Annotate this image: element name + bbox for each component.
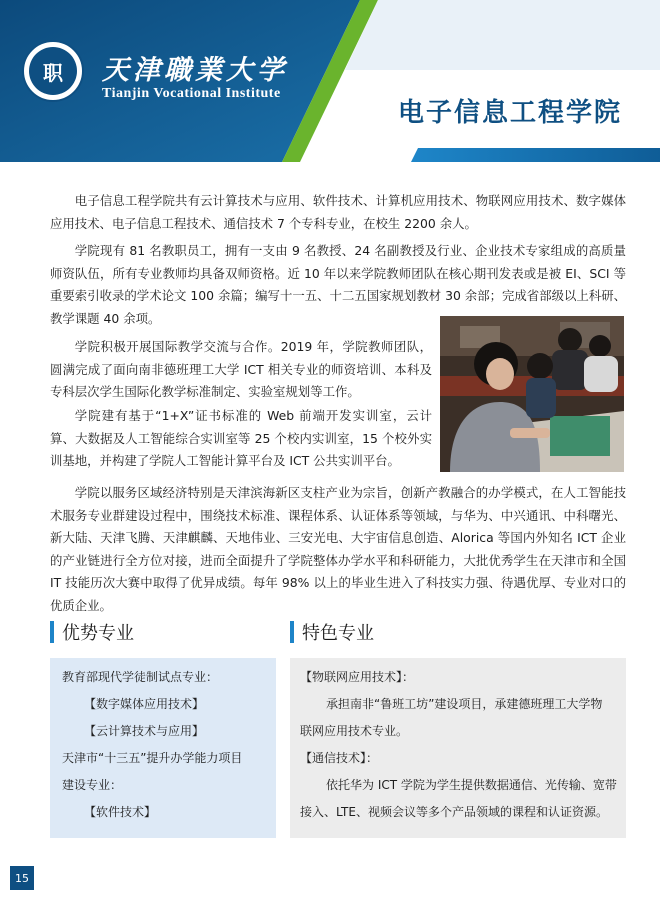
advantage-line: 【数字媒体应用技术】	[84, 697, 205, 711]
featured-line: 联网应用技术专业。	[300, 724, 409, 738]
school-name-cn: 天津職業大学	[102, 55, 288, 86]
section-marker	[290, 621, 294, 643]
featured-line: 承担南非“鲁班工坊”建设项目，承建德班理工大学物	[326, 697, 603, 711]
advantage-line: 【软件技术】	[84, 805, 157, 819]
advantage-line: 建设专业：	[62, 778, 123, 792]
featured-line: 接入、LTE、视频会议等多个产品领域的课程和认证资源。	[300, 805, 608, 819]
students-lab-photo	[440, 316, 624, 472]
paragraph-facilities: 学院建有基于“1+X”证书标准的 Web 前端开发实训室，云计算、大数据及人工智能综合实训室等 25 个校内实训室，15 个校外实训基地，并构建了学院人工智能计算平台及 ICT 公共实训平台。	[50, 408, 432, 469]
advantage-line: 教育部现代学徒制试点专业：	[62, 670, 219, 684]
section-advantage-title: 优势专业	[62, 623, 134, 644]
logo-emblem: 职	[29, 47, 77, 95]
section-advantage-heading	[50, 619, 134, 645]
paragraph-international: 学院积极开展国际教学交流与合作。2019 年，学院教师团队，圆满完成了面向南非德班理工大学 ICT 相关专业的师资培训、本科及专科层次学生国际化教学标准制定、实验室规划等工作。	[50, 339, 432, 400]
advantage-line: 天津市“十三五”提升办学能力项目	[62, 751, 243, 765]
advantage-line: 【云计算技术与应用】	[84, 724, 205, 738]
featured-line: 【通信技术】：	[300, 751, 379, 765]
paragraph-faculty: 学院现有 81 名教职员工，拥有一支由 9 名教授、24 名副教授及行业、企业技术专家组成的高质量师资队伍，所有专业教师均具备双师资格。近 10 年以来学院教师团队在核心期刊发表或是被 EI、SCI 等重要索引收录的学术论文 100 余篇；编写十一五、十二五国家规划教材 30 余部；完成省部级以上科研、教学课题 40 余项。	[50, 243, 626, 326]
section-featured-heading	[290, 619, 374, 645]
school-logo	[22, 40, 84, 102]
school-name-en: Tianjin Vocational Institute	[102, 86, 281, 101]
featured-box	[290, 658, 626, 838]
advantage-box	[50, 658, 276, 838]
featured-line: 【物联网应用技术】：	[300, 670, 415, 684]
banner-background	[0, 0, 660, 162]
section-featured-title: 特色专业	[302, 623, 374, 644]
paragraph-industry: 学院以服务区域经济特别是天津滨海新区支柱产业为宗旨，创新产教融合的办学模式，在人工智能技术服务专业群建设过程中，围绕技术标准、课程体系、认证体系等领域，与华为、中兴通讯、中科曙光、新大陆、天津飞腾、天津麒麟、天地伟业、三安光电、大宇宙信息创造、Alorica 等国内外知名 ICT 企业的产业链进行全方位对接，进而全面提升了学院整体办学水平和科研能力，大批优秀学生在天津市和全国 IT 技能历次大赛中取得了优异成绩。每年 98% 以上的毕业生进入了科技实力强、待遇优厚、专业对口的优质企业。	[50, 485, 626, 613]
featured-line: 依托华为 ICT 学院为学生提供数据通信、光传输、宽带	[326, 778, 617, 792]
paragraph-intro: 电子信息工程学院共有云计算技术与应用、软件技术、计算机应用技术、物联网应用技术、数字媒体应用技术、电子信息工程技术、通信技术 7 个专科专业，在校生 2200 余人。	[50, 193, 626, 231]
page-number: 15	[10, 866, 34, 890]
header-banner	[0, 0, 660, 162]
college-title: 电子信息工程学院	[397, 98, 622, 128]
section-marker	[50, 621, 54, 643]
